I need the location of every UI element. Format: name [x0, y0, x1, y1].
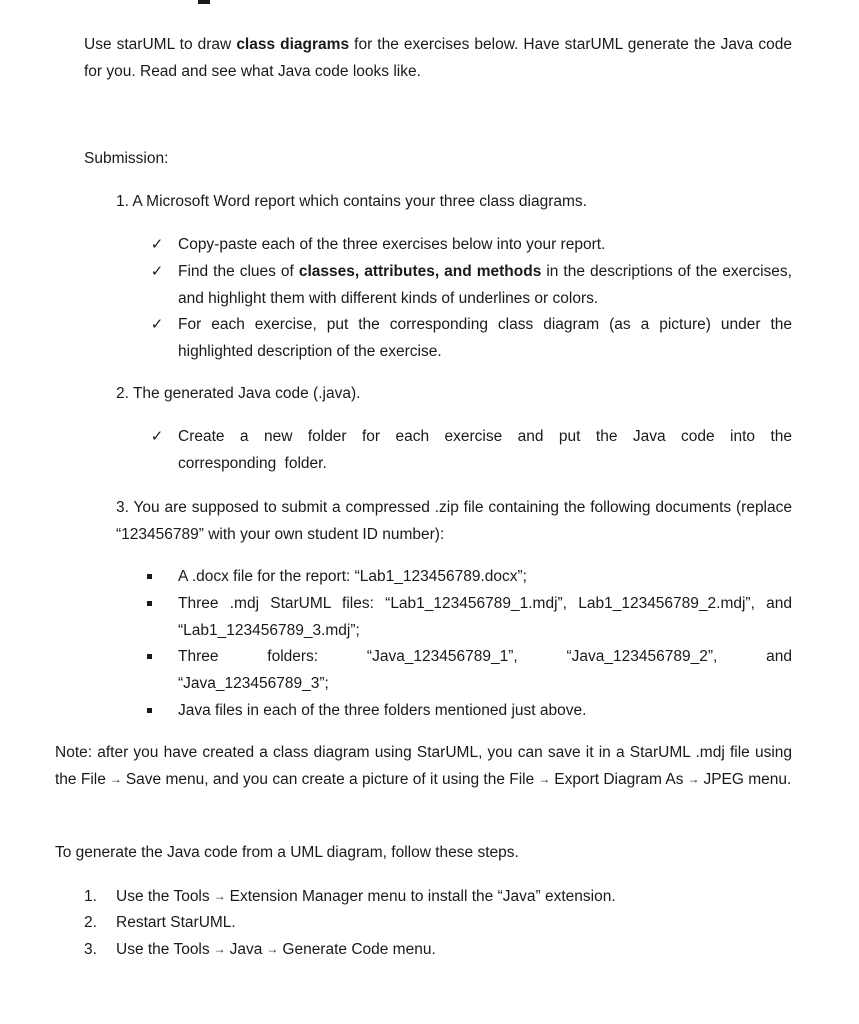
- cropped-text-fragment: [198, 0, 210, 4]
- check-icon: ✓: [150, 428, 164, 445]
- part1-title: 1. A Microsoft Word report which contains your three class diagrams.: [116, 193, 587, 210]
- check-icon: ✓: [150, 236, 164, 253]
- step-1: Use the Tools → Extension Manager menu to install the “Java” extension.: [116, 883, 616, 911]
- part1-check-3: For each exercise, put the corresponding class diagram (as a picture) under the highlighted description of the exercise.: [178, 316, 792, 360]
- generate-intro: To generate the Java code from a UML diagram, follow these steps.: [55, 844, 519, 861]
- arrow-icon: →: [213, 942, 226, 956]
- intro-bold: class diagrams: [236, 36, 350, 53]
- arrow-icon: →: [109, 772, 122, 786]
- step-3: Use the Tools → Java → Generate Code menu.: [116, 936, 436, 964]
- part3-bullet-1: A .docx file for the report: “Lab1_123456789.docx”;: [178, 568, 527, 585]
- part2-title: 2. The generated Java code (.java).: [116, 385, 361, 402]
- part2-check: Create a new folder for each exercise and put the Java code into the corresponding folder.: [178, 428, 792, 472]
- part3-bullet-3: Three folders: “Java_123456789_1”, “Java_123456789_2”, and “Java_123456789_3”;: [178, 648, 792, 692]
- arrow-icon: →: [687, 772, 700, 786]
- check-icon: ✓: [150, 263, 164, 280]
- step-number: 2.: [84, 914, 97, 931]
- bullet-icon: [147, 601, 152, 606]
- bullet-icon: [147, 654, 152, 659]
- submission-heading: Submission:: [84, 150, 169, 167]
- arrow-icon: →: [538, 772, 551, 786]
- step-number: 1.: [84, 888, 97, 905]
- part1-check-1: Copy-paste each of the three exercises below into your report.: [178, 236, 606, 253]
- part3-bullet-2: Three .mdj StarUML files: “Lab1_123456789_1.mdj”, Lab1_123456789_2.mdj”, and “Lab1_123456789_3.mdj”;: [178, 595, 792, 639]
- part1-check-2: Find the clues of classes, attributes, and methods in the descriptions of the exercises, and highlight them with different kinds of underlines or colors.: [178, 263, 792, 307]
- arrow-icon: →: [213, 889, 226, 903]
- bullet-icon: [147, 708, 152, 713]
- check-icon: ✓: [150, 316, 164, 333]
- part3-title: 3. You are supposed to submit a compressed .zip file containing the following documents (replace “123456789” with your own student ID number):: [116, 499, 792, 543]
- intro-paragraph: Use starUML to draw class diagrams for the exercises below. Have starUML generate the Java code for you. Read and see what Java code looks like.: [84, 36, 792, 80]
- step-2: Restart StarUML.: [116, 914, 236, 931]
- arrow-icon: →: [266, 942, 279, 956]
- part3-bullet-4: Java files in each of the three folders mentioned just above.: [178, 702, 587, 719]
- bullet-icon: [147, 574, 152, 579]
- step-number: 3.: [84, 941, 97, 958]
- note-paragraph: Note: after you have created a class diagram using StarUML, you can save it in a StarUML .mdj file using the File → Save menu, and you can create a picture of it using the File → Export Diagram As → JPEG menu.: [55, 739, 792, 794]
